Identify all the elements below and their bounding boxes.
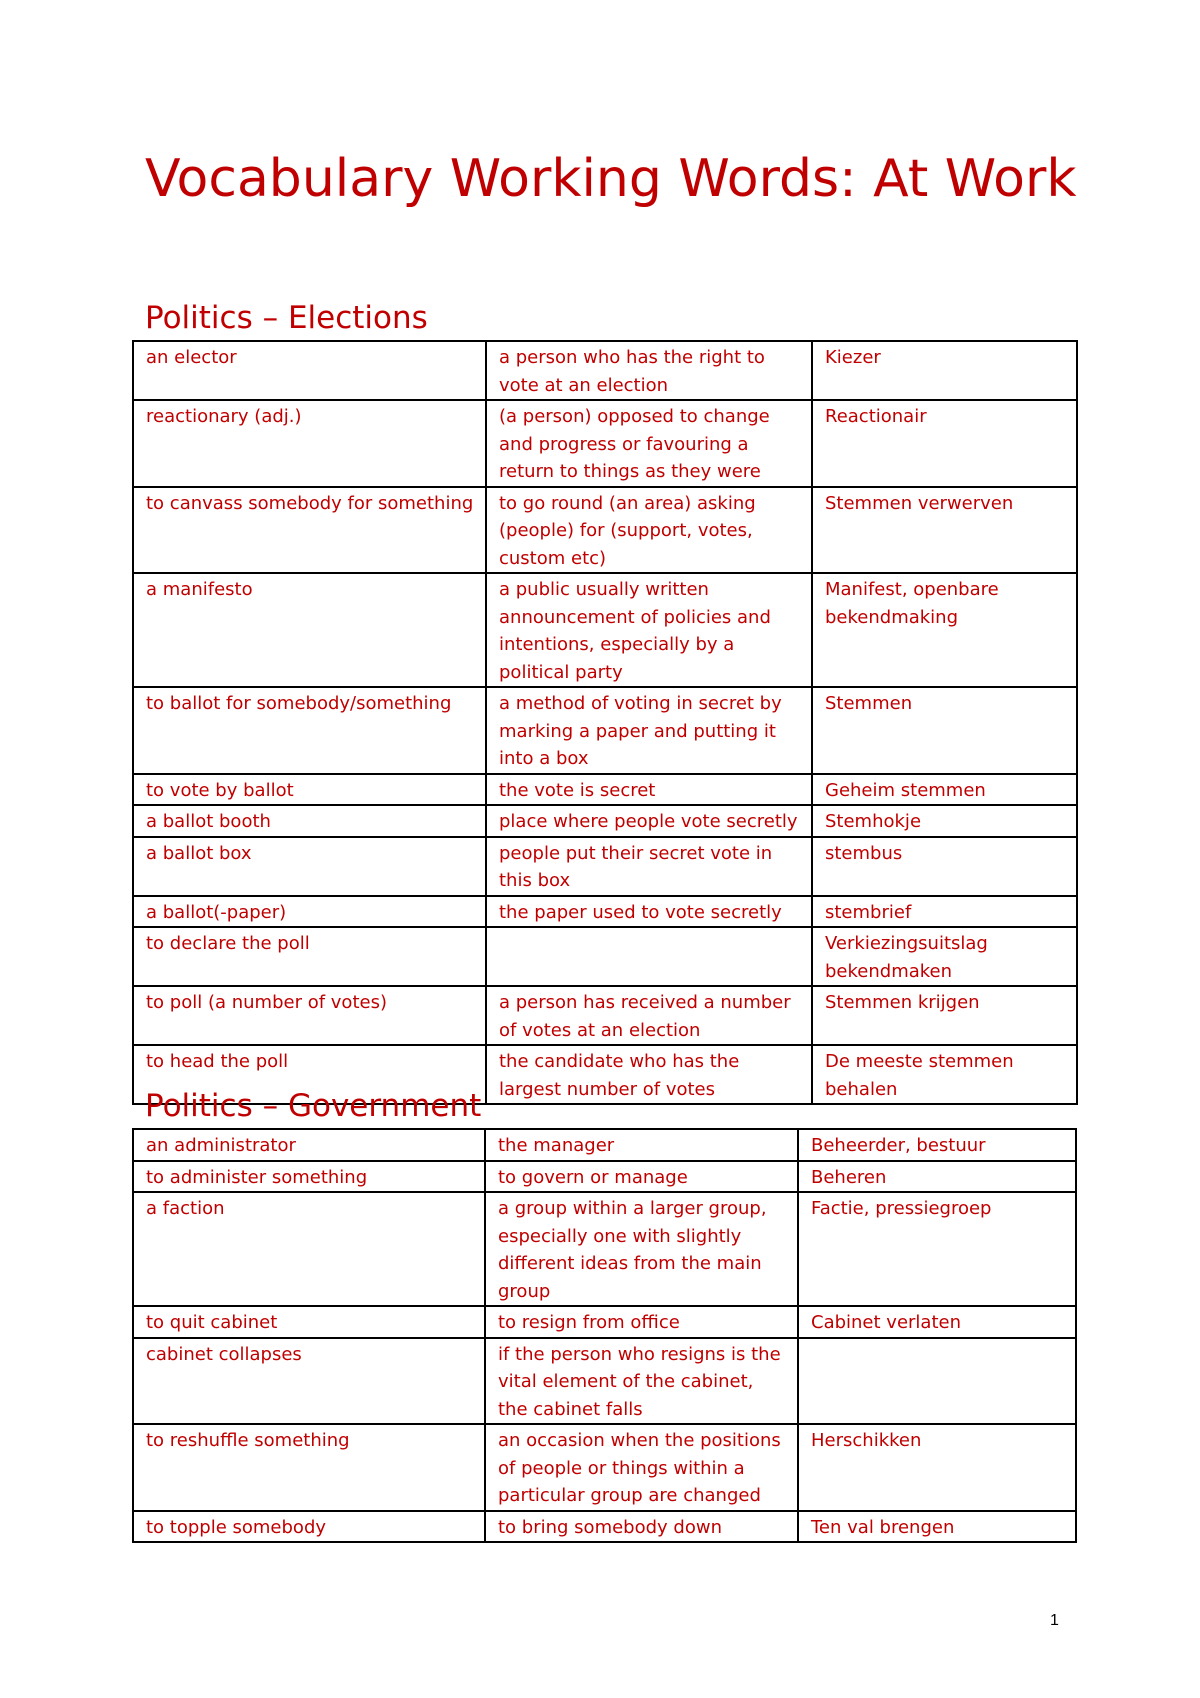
translation-cell: stembus: [812, 837, 1077, 896]
definition-cell: people put their secret vote in this box: [486, 837, 812, 896]
term-cell: to quit cabinet: [133, 1306, 485, 1338]
term-cell: a ballot box: [133, 837, 486, 896]
document-title: Vocabulary Working Words: At Work: [145, 149, 1077, 209]
translation-cell: Factie, pressiegroep: [798, 1192, 1076, 1306]
table-row: [133, 1306, 1076, 1338]
table-row: [133, 573, 1077, 687]
definition-cell: an occasion when the positions of people or things within a particular group are changed: [485, 1424, 798, 1511]
definition-cell: the candidate who has the largest number of votes: [486, 1045, 812, 1104]
term-cell: a ballot(-paper): [133, 896, 486, 928]
table-row: [133, 1129, 1076, 1161]
table-row: [133, 341, 1077, 400]
table-row: [133, 1161, 1076, 1193]
translation-cell: Verkiezingsuitslag bekendmaken: [812, 927, 1077, 986]
definition-cell: [486, 927, 812, 986]
translation-cell: Beheren: [798, 1161, 1076, 1193]
elections-vocabulary-table: [132, 340, 1078, 1105]
table-row: [133, 687, 1077, 774]
translation-cell: Beheerder, bestuur: [798, 1129, 1076, 1161]
definition-cell: to govern or manage: [485, 1161, 798, 1193]
term-cell: to declare the poll: [133, 927, 486, 986]
translation-cell: Geheim stemmen: [812, 774, 1077, 806]
definition-cell: if the person who resigns is the vital element of the cabinet, the cabinet falls: [485, 1338, 798, 1425]
translation-cell: Kiezer: [812, 341, 1077, 400]
section-heading-elections: Politics – Elections: [145, 300, 428, 336]
term-cell: a ballot booth: [133, 805, 486, 837]
definition-cell: a method of voting in secret by marking a paper and putting it into a box: [486, 687, 812, 774]
table-row: [133, 1338, 1076, 1425]
definition-cell: to bring somebody down: [485, 1511, 798, 1543]
translation-cell: De meeste stemmen behalen: [812, 1045, 1077, 1104]
translation-cell: Stemmen: [812, 687, 1077, 774]
table-row: [133, 837, 1077, 896]
section-heading-government: Politics – Government: [145, 1088, 482, 1124]
table-row: [133, 774, 1077, 806]
table-row: [133, 400, 1077, 487]
definition-cell: to go round (an area) asking (people) for (support, votes, custom etc): [486, 487, 812, 574]
translation-cell: Manifest, openbare bekendmaking: [812, 573, 1077, 687]
table-row: [133, 1192, 1076, 1306]
term-cell: cabinet collapses: [133, 1338, 485, 1425]
term-cell: to ballot for somebody/something: [133, 687, 486, 774]
translation-cell: stembrief: [812, 896, 1077, 928]
page-number: 1: [1050, 1612, 1059, 1629]
translation-cell: Reactionair: [812, 400, 1077, 487]
table-row: [133, 1424, 1076, 1511]
term-cell: an administrator: [133, 1129, 485, 1161]
translation-cell: Herschikken: [798, 1424, 1076, 1511]
term-cell: a faction: [133, 1192, 485, 1306]
definition-cell: (a person) opposed to change and progress or favouring a return to things as they were: [486, 400, 812, 487]
term-cell: to reshuffle something: [133, 1424, 485, 1511]
term-cell: to canvass somebody for something: [133, 487, 486, 574]
table-row: [133, 896, 1077, 928]
term-cell: to poll (a number of votes): [133, 986, 486, 1045]
table-row: [133, 927, 1077, 986]
translation-cell: [798, 1338, 1076, 1425]
term-cell: to head the poll: [133, 1045, 486, 1104]
definition-cell: a public usually written announcement of policies and intentions, especially by a political party: [486, 573, 812, 687]
translation-cell: Stemmen krijgen: [812, 986, 1077, 1045]
term-cell: to administer something: [133, 1161, 485, 1193]
term-cell: a manifesto: [133, 573, 486, 687]
definition-cell: a person has received a number of votes at an election: [486, 986, 812, 1045]
definition-cell: place where people vote secretly: [486, 805, 812, 837]
definition-cell: the paper used to vote secretly: [486, 896, 812, 928]
definition-cell: the manager: [485, 1129, 798, 1161]
government-vocabulary-table: [132, 1128, 1077, 1543]
term-cell: to topple somebody: [133, 1511, 485, 1543]
translation-cell: Cabinet verlaten: [798, 1306, 1076, 1338]
definition-cell: the vote is secret: [486, 774, 812, 806]
definition-cell: a person who has the right to vote at an election: [486, 341, 812, 400]
translation-cell: Stemmen verwerven: [812, 487, 1077, 574]
table-row: [133, 805, 1077, 837]
definition-cell: to resign from office: [485, 1306, 798, 1338]
term-cell: reactionary (adj.): [133, 400, 486, 487]
table-row: [133, 487, 1077, 574]
definition-cell: a group within a larger group, especially one with slightly different ideas from the main group: [485, 1192, 798, 1306]
table-row: [133, 986, 1077, 1045]
term-cell: to vote by ballot: [133, 774, 486, 806]
translation-cell: Ten val brengen: [798, 1511, 1076, 1543]
term-cell: an elector: [133, 341, 486, 400]
table-row: [133, 1511, 1076, 1543]
translation-cell: Stemhokje: [812, 805, 1077, 837]
